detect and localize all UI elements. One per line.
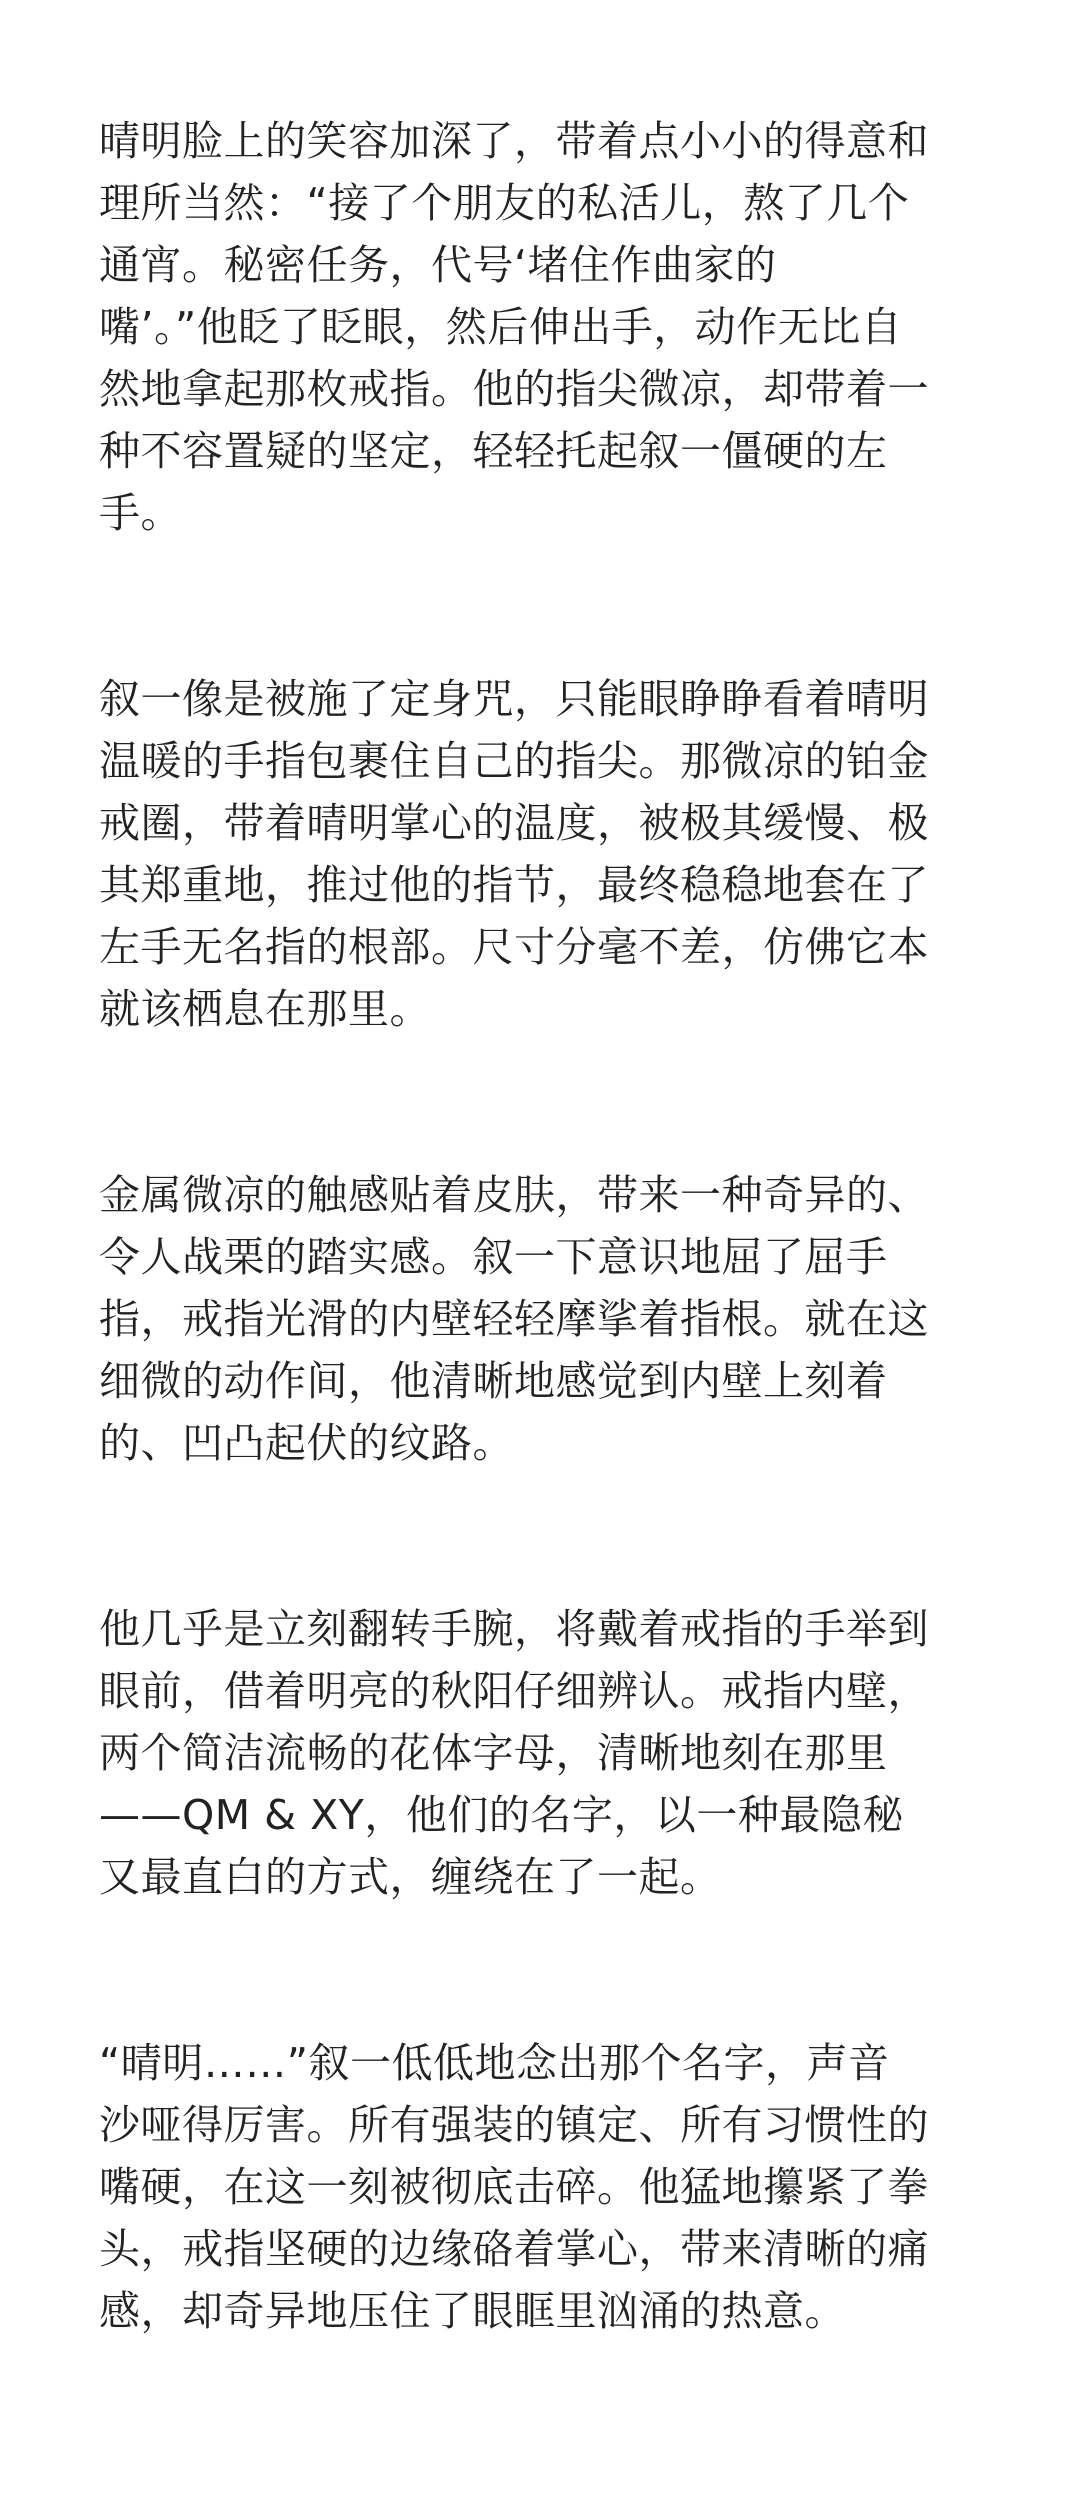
text-line: 通宵。秘密任务，代号‘堵住作曲家的 [99, 241, 777, 289]
text-line: 左手无名指的根部。尺寸分毫不差，仿佛它本 [99, 923, 929, 971]
text-line: 的、凹凸起伏的纹路。 [99, 1419, 514, 1467]
text-line: 指，戒指光滑的内壁轻轻摩挲着指根。就在这 [99, 1295, 929, 1343]
text-line: 令人战栗的踏实感。叙一下意识地屈了屈手 [99, 1233, 888, 1281]
text-line: 晴明脸上的笑容加深了，带着点小小的得意和 [99, 117, 929, 165]
text-line: 嘴硬，在这一刻被彻底击碎。他猛地攥紧了拳 [99, 2163, 929, 2211]
text-line: 细微的动作间，他清晰地感觉到内壁上刻着 [99, 1357, 888, 1405]
text-line: 其郑重地，推过他的指节，最终稳稳地套在了 [99, 861, 929, 909]
paragraph-5 [99, 2032, 981, 2342]
article-body [99, 110, 981, 2342]
paragraph-3 [99, 1164, 981, 1474]
text-line: 感，却奇异地压住了眼眶里汹涌的热意。 [99, 2287, 846, 2335]
text-line: 头，戒指坚硬的边缘硌着掌心，带来清晰的痛 [99, 2225, 929, 2273]
paragraph-4 [99, 1598, 981, 1908]
text-line: 又最直白的方式，缠绕在了一起。 [99, 1853, 722, 1901]
text-line: 沙哑得厉害。所有强装的镇定、所有习惯性的 [99, 2101, 929, 2149]
text-line: 温暖的手指包裹住自己的指尖。那微凉的铂金 [99, 737, 929, 785]
paragraph-1 [99, 110, 981, 544]
text-line: 种不容置疑的坚定，轻轻托起叙一僵硬的左 [99, 427, 888, 475]
text-line: 两个简洁流畅的花体字母，清晰地刻在那里 [99, 1729, 888, 1777]
paragraph-2 [99, 668, 981, 1040]
text-line: 嘴’。”他眨了眨眼，然后伸出手，动作无比自 [99, 303, 903, 351]
text-line: 理所当然：“接了个朋友的私活儿，熬了几个 [99, 179, 910, 227]
text-line: 他几乎是立刻翻转手腕，将戴着戒指的手举到 [99, 1605, 929, 1653]
text-line: 然地拿起那枚戒指。他的指尖微凉，却带着一 [99, 365, 929, 413]
text-line: 金属微凉的触感贴着皮肤，带来一种奇异的、 [99, 1171, 929, 1219]
text-line: “晴明……”叙一低低地念出那个名字，声音 [99, 2039, 890, 2087]
text-line: 戒圈，带着晴明掌心的温度，被极其缓慢、极 [99, 799, 929, 847]
text-line: 眼前，借着明亮的秋阳仔细辨认。戒指内壁， [99, 1667, 929, 1715]
text-line: 叙一像是被施了定身咒，只能眼睁睁看着晴明 [99, 675, 929, 723]
text-line: 就该栖息在那里。 [99, 985, 431, 1033]
text-line: ——QM & XY，他们的名字，以一种最隐秘 [99, 1791, 904, 1839]
text-line: 手。 [99, 489, 182, 537]
